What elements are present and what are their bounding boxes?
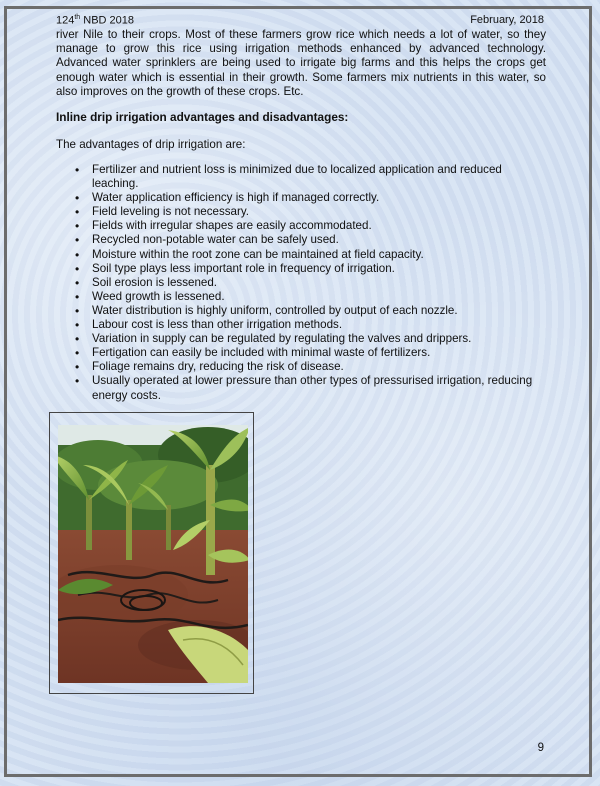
list-item: • Soil erosion is lessened.: [56, 276, 536, 290]
page-number: 9: [537, 742, 544, 754]
list-item: • Fertigation can easily be included with minimal waste of fertilizers.: [56, 346, 536, 360]
issue-date: February, 2018: [470, 14, 544, 26]
list-item: • Water application efficiency is high if managed correctly.: [56, 191, 536, 205]
photo-frame: [49, 412, 254, 694]
list-item: • Water distribution is highly uniform, controlled by output of each nozzle.: [56, 304, 536, 318]
list-item: • Labour cost is less than other irrigation methods.: [56, 318, 536, 332]
page-header: [56, 14, 544, 27]
list-item: • Fertilizer and nutrient loss is minimized due to localized application and reduced leaching.: [56, 163, 536, 191]
list-item: • Recycled non-potable water can be safely used.: [56, 233, 536, 247]
list-item: • Variation in supply can be regulated by regulating the valves and drippers.: [56, 332, 536, 346]
list-item: • Foliage remains dry, reducing the risk of disease.: [56, 360, 536, 374]
issue-label: 124th NBD 2018: [56, 14, 135, 27]
list-item: • Field leveling is not necessary.: [56, 205, 536, 219]
section-heading: Inline drip irrigation advantages and disadvantages:: [56, 110, 349, 124]
list-item: • Weed growth is lessened.: [56, 290, 536, 304]
list-item: • Moisture within the root zone can be maintained at field capacity.: [56, 248, 536, 262]
banana-drip-irrigation-photo: [58, 425, 248, 683]
list-item: • Fields with irregular shapes are easily accommodated.: [56, 219, 536, 233]
list-item: • Soil type plays less important role in frequency of irrigation.: [56, 262, 536, 276]
advantages-list: [56, 163, 536, 403]
body-paragraph: river Nile to their crops. Most of these farmers grow rice which needs a lot of water, so they manage to grow this rice using irrigation methods enhanced by advanced technology. Advanced water sprinklers are being used to irrigate big farms and this helps the crops get enough water which is essential in their growth. Some farmers mix nutrients in this water, so also improves on the growth of these crops. Etc.: [56, 28, 546, 98]
list-item: • Usually operated at lower pressure than other types of pressurised irrigation, reducing energy costs.: [56, 374, 536, 402]
section-intro: The advantages of drip irrigation are:: [56, 138, 246, 151]
